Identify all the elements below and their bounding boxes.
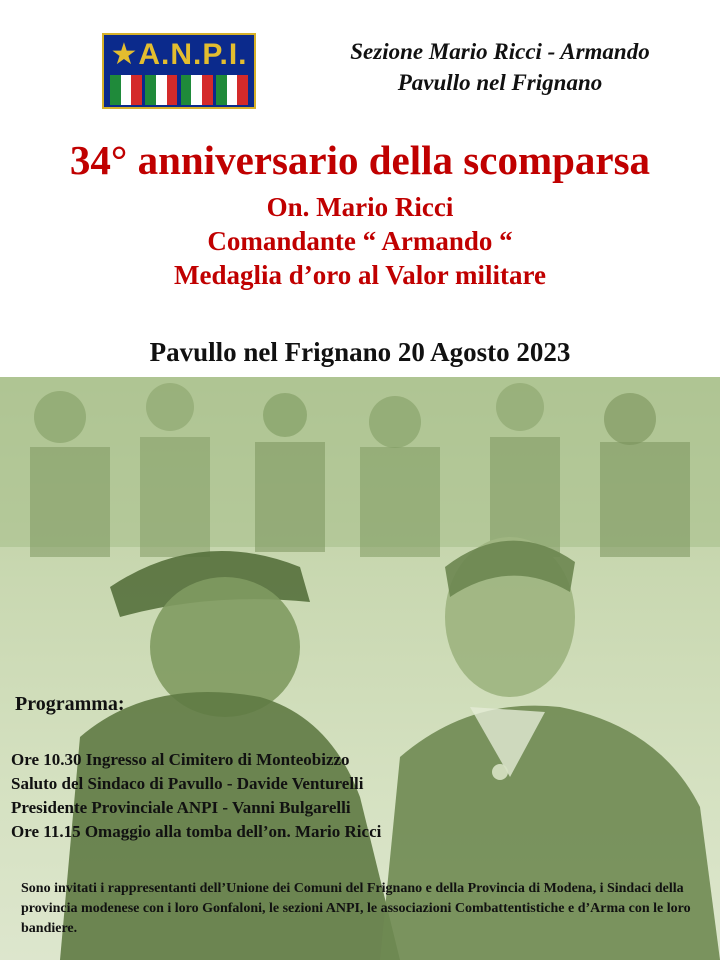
logo-flags: [110, 75, 248, 105]
italian-flag-icon: [216, 75, 248, 105]
historic-photo: [0, 377, 720, 960]
subtitle-role: Comandante “ Armando “: [207, 226, 513, 256]
section-name: Sezione Mario Ricci - Armando: [350, 39, 650, 64]
photo-illustration: [0, 377, 720, 960]
program-item: Presidente Provinciale ANPI - Vanni Bulgarelli: [11, 798, 351, 817]
program-item: Ore 11.15 Omaggio alla tomba dell’on. Mario Ricci: [11, 822, 382, 841]
italian-flag-icon: [110, 75, 142, 105]
subtitle-medal: Medaglia d’oro al Valor militare: [174, 260, 546, 290]
subtitle-name: On. Mario Ricci: [266, 192, 454, 222]
subtitle-block: [0, 190, 720, 292]
section-town: Pavullo nel Frignano: [397, 70, 603, 95]
event-date: Pavullo nel Frignano 20 Agosto 2023: [149, 337, 571, 367]
program-title: Programma:: [15, 693, 125, 715]
anpi-logo-text: ★A.N.P.I.: [110, 38, 248, 71]
program-item: Saluto del Sindaco di Pavullo - Davide Venturelli: [11, 774, 364, 793]
italian-flag-icon: [181, 75, 213, 105]
section-heading: [290, 36, 710, 98]
program-item: Ore 10.30 Ingresso al Cimitero di Monteobizzo: [11, 750, 350, 769]
italian-flag-icon: [145, 75, 177, 105]
anpi-logo: [102, 33, 256, 109]
program-list: [11, 748, 381, 844]
page-title: 34° anniversario della scomparsa: [69, 137, 651, 183]
invitation-text: Sono invitati i rappresentanti dell’Unione dei Comuni del Frignano e della Provincia di Modena, i Sindaci della provincia modenese con i loro Gonfaloni, le sezioni ANPI, le associazioni Combattentistiche e d’Arma con le loro bandiere.: [21, 881, 691, 936]
